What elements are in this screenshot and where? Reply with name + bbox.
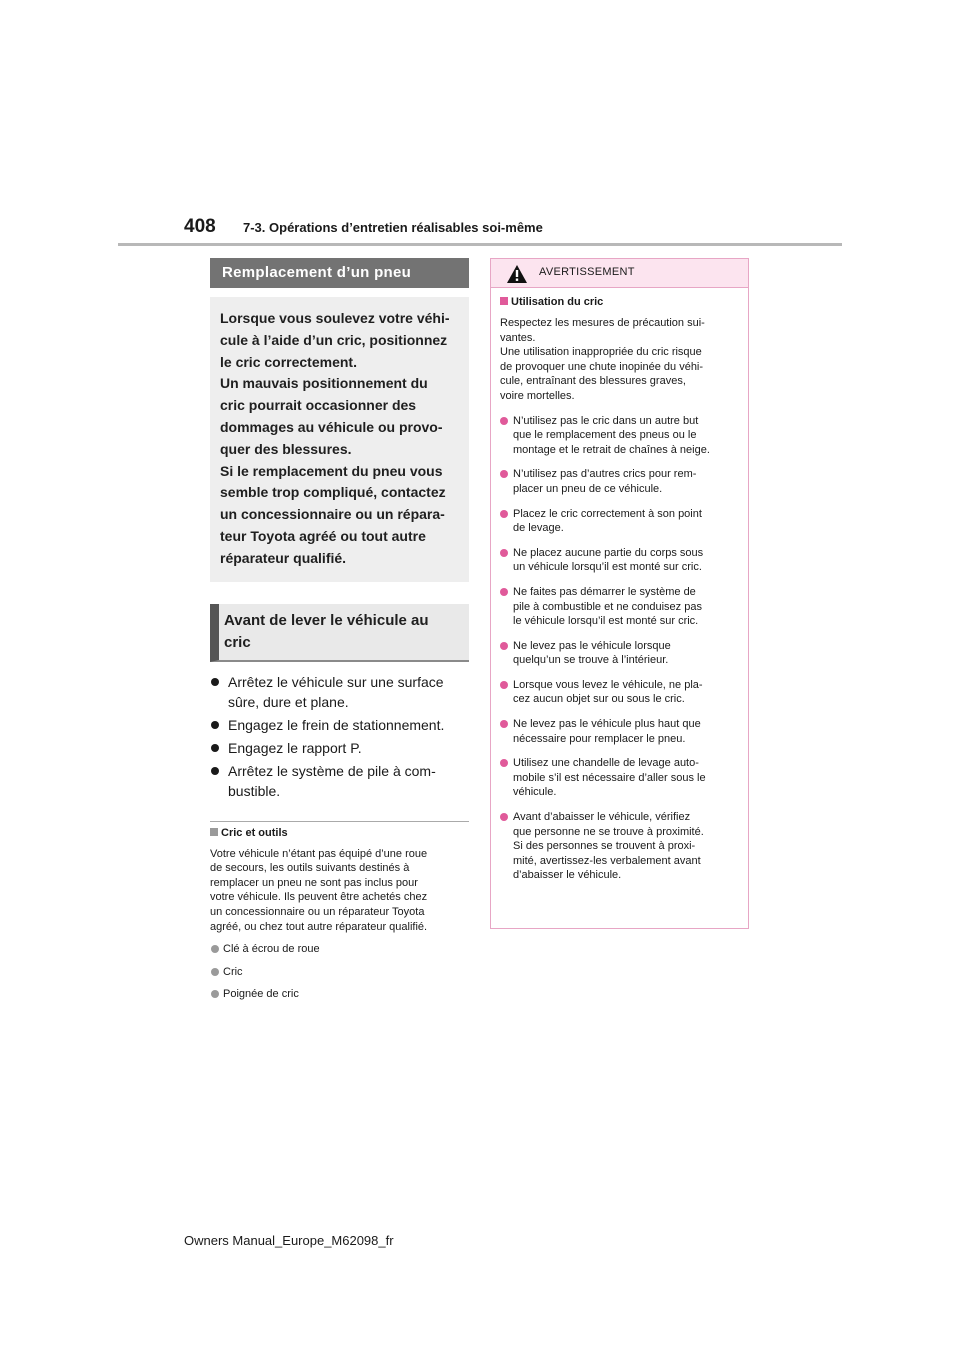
warning-item-line: N’utilisez pas le cric dans un autre but [513,414,699,427]
step-item [210,761,469,801]
bullet-dot-icon [500,510,508,518]
bullet-dot-icon [211,678,219,686]
warning-header [491,259,748,288]
intro-line: dommages au véhicule ou provo- [220,418,443,435]
left-column [210,258,469,1010]
warning-item [500,717,739,746]
bullet-dot-icon [500,759,508,767]
warning-subtitle [500,295,739,310]
bullet-dot-icon [211,990,219,998]
warning-item-line: Utilisez une chandelle de levage auto- [513,757,699,770]
warning-intro-line: Une utilisation inappropriée du cric risque [500,346,702,359]
square-bullet-icon [210,828,218,836]
note-title-text: Cric et outils [221,826,288,839]
bullet-dot-icon [500,681,508,689]
intro-line: le cric correctement. [220,353,357,370]
tool-item [210,987,469,1002]
warning-intro-line: cule, entraînant des blessures graves, [500,375,686,388]
warning-item-line: Ne placez aucune partie du corps sous [513,546,704,559]
tool-label: Poignée de cric [223,988,299,1001]
warning-intro-line: vantes. [500,331,536,344]
step-item [210,715,469,735]
note-line: Votre véhicule n’étant pas équipé d’une roue [210,847,428,860]
intro-line: Un mauvais positionnement du [220,375,428,392]
step-line: bustible. [228,782,281,799]
bullet-dot-icon [211,721,219,729]
warning-item-line: mobile s’il est nécessaire d’aller sous le [513,771,706,784]
warning-box [490,258,749,929]
bullet-dot-icon [500,417,508,425]
bullet-dot-icon [500,588,508,596]
warning-item-line: mité, avertissez-les verbalement avant [513,854,701,867]
note-line: agréé, ou chez tout autre réparateur qualifié. [210,920,428,933]
warning-item [500,810,739,883]
tool-item [210,965,469,980]
warning-item-line: pile à combustible et ne conduisez pas [513,600,702,613]
bullet-dot-icon [500,720,508,728]
warning-intro-line: Respectez les mesures de précaution sui- [500,317,705,329]
tool-item [210,942,469,957]
note-paragraph [210,847,469,935]
note-line: de secours, les outils suivants destinés à [210,862,410,875]
subheading-line: Avant de lever le véhicule au [224,611,429,629]
step-line: Engagez le rapport P. [228,739,362,756]
intro-line: Si le remplacement du pneu vous [220,462,443,479]
bullet-dot-icon [211,744,219,752]
intro-line: Lorsque vous soulevez votre véhi- [220,310,450,326]
warning-item-line: Ne faites pas démarrer le système de [513,585,696,598]
header-divider [118,243,842,246]
warning-item-line: que personne ne se trouve à proximité. [513,825,704,838]
warning-body [491,288,748,883]
warning-item-line: N’utilisez pas d’autres crics pour rem- [513,468,697,481]
intro-line: cric pourrait occasionner des [220,397,417,414]
warning-item-line: Placez le cric correctement à son point [513,507,702,520]
bullet-dot-icon [500,642,508,650]
warning-item-line: quelqu’un se trouve à l’intérieur. [513,654,669,667]
section-title: 7-3. Opérations d’entretien réalisables soi-même [243,220,543,235]
warning-item-line: Si des personnes se trouvent à proxi- [513,840,696,853]
warning-intro [500,316,739,404]
page-number: 408 [184,216,216,237]
warning-item [500,639,739,668]
warning-item-line: Avant d’abaisser le véhicule, vérifiez [513,811,691,824]
warning-item-line: montage et le retrait de chaînes à neige. [513,443,710,456]
note-line: votre véhicule. Ils peuvent être achetés chez [210,891,428,904]
warning-item-line: un véhicule lorsqu’il est monté sur cric. [513,561,702,574]
warning-item-line: Ne levez pas le véhicule lorsque [513,639,671,652]
note-divider [210,821,469,822]
warning-item-line: nécessaire pour remplacer le pneu. [513,732,686,745]
warning-item-line: d’abaisser le véhicule. [513,869,622,882]
section-heading: Remplacement d’un pneu [210,258,469,288]
bullet-dot-icon [500,470,508,478]
step-list [210,672,469,801]
warning-item-line: véhicule. [513,786,557,799]
warning-item-line: Lorsque vous levez le véhicule, ne pla- [513,678,703,691]
intro-line: un concessionnaire ou un répara- [220,506,445,523]
warning-item-line: de levage. [513,522,564,535]
warning-item-line: cez aucun objet sur ou sous le cric. [513,693,685,706]
tool-list [210,942,469,1002]
warning-item-line: le véhicule lorsqu’il est monté sur cric. [513,615,699,628]
step-line: Arrêtez le véhicule sur une surface [228,673,444,690]
warning-item [500,546,739,575]
warning-item-line: que le remplacement des pneus ou le [513,429,697,442]
warning-intro-line: voire mortelles. [500,389,575,402]
footer-text: Owners Manual_Europe_M62098_fr [184,1233,394,1248]
subheading-line: cric [224,633,251,651]
warning-item [500,756,739,800]
warning-item-line: placer un pneu de ce véhicule. [513,482,663,495]
warning-item [500,507,739,536]
bullet-dot-icon [211,767,219,775]
warning-list [500,414,739,883]
bullet-dot-icon [500,549,508,557]
note-line: remplacer un pneu ne sont pas inclus pour [210,876,418,889]
warning-triangle-icon [507,265,527,283]
warning-label: AVERTISSEMENT [539,266,635,278]
intro-line: teur Toyota agréé ou tout autre [220,527,426,544]
intro-box [210,297,469,582]
step-line: sûre, dure et plane. [228,693,349,710]
intro-line: cule à l’aide d’un cric, positionnez [220,331,448,348]
warning-item [500,585,739,629]
warning-item-line: Ne levez pas le véhicule plus haut que [513,718,701,731]
warning-item [500,467,739,496]
warning-subtitle-text: Utilisation du cric [511,296,604,308]
warning-item [500,678,739,707]
step-item [210,672,469,712]
note-line: un concessionnaire ou un réparateur Toyota [210,905,425,918]
bullet-dot-icon [211,945,219,953]
step-item [210,738,469,758]
note-title [210,826,469,841]
tool-label: Cric [223,965,243,978]
step-line: Arrêtez le système de pile à com- [228,762,436,779]
intro-line: quer des blessures. [220,440,352,457]
step-line: Engagez le frein de stationnement. [228,716,445,733]
bullet-dot-icon [211,968,219,976]
bullet-dot-icon [500,813,508,821]
square-bullet-icon [500,297,508,305]
warning-item [500,414,739,458]
intro-line: semble trop compliqué, contactez [220,484,446,501]
intro-line: réparateur qualifié. [220,549,347,566]
subsection-heading [210,604,469,662]
warning-intro-line: de provoquer une chute inopinée du véhi- [500,360,704,373]
tool-label: Clé à écrou de roue [223,943,320,956]
